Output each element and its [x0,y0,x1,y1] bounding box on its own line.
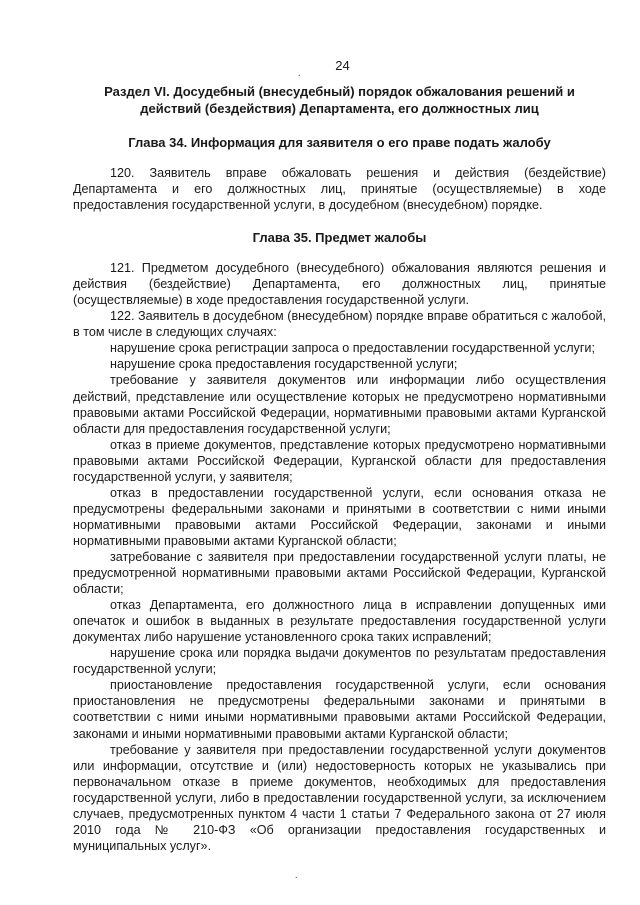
list-item: требование у заявителя документов или информации либо осуществления действий, представление или осуществление которых не предусмотрено нормативными правовыми актами Российской Федерации, нормативными правовыми актами Курганской области для предоставления государственной услуги; [73,373,606,436]
section-title: Раздел VI. Досудебный (внесудебный) порядок обжалования решений и действий (бездействия) Департамента, его должностных лиц [104,84,575,116]
paragraph-120: 120. Заявитель вправе обжаловать решения и действия (бездействие) Департамента и его должностных лиц, принятые (осуществляемые) в ходе предоставления государственной услуги, в досудебном (внесудебном) порядке. [73,166,606,213]
spacer [73,213,606,229]
scan-speck: . [295,870,298,881]
chapter-35-title: Глава 35. Предмет жалобы [252,230,427,246]
page-number: 24 [335,58,350,73]
list-item: нарушение срока предоставления государственной услуги; [110,357,458,372]
list-item: нарушение срока или порядка выдачи документов по результатам предоставления государственной услуги; [73,646,606,677]
list-item: отказ в предоставлении государственной услуги, если основания отказа не предусмотрены федеральными законами и принятыми в соответствии с ними иными нормативными правовыми актами Российской Федерации, законами и иными нормативными правовыми актами Курганской области; [73,485,606,548]
paragraph-121: 121. Предметом досудебного (внесудебного) обжалования являются решения и действия (бездействие) Департамента, его должностных лиц, принятые (осуществляемые) в ходе предоставления государственной услуги. [73,261,606,308]
list-item: затребование с заявителя при предоставлении государственной услуги платы, не предусмотренной нормативными правовыми актами Российской Федерации, Курганской области; [73,549,606,597]
paragraph-122: 122. Заявитель в досудебном (внесудебном) порядке вправе обратиться с жалобой, в том числе в следующих случаях: [73,309,606,340]
list-item: требование у заявителя при предоставлении государственной услуги документов или информации, отсутствие и (или) недостоверность которых не указывались при первоначальном отказе в приеме документов, необходимых для предоставления государственной услуги, либо в предоставлении государственной услуги, за исключением случаев, предусмотренных пунктом 4 части 1 статьи 7 Федерального закона от 27 июля 2010 года № 210-ФЗ «Об организации предоставления государственных и муниципальных услуг». [73,742,606,853]
chapter-34-title: Глава 34. Информация для заявителя о его праве подать жалобу [128,135,551,150]
list-item: отказ в приеме документов, представление которых предусмотрено нормативными правовыми актами Российской Федерации, Курганской области для предоставления государственной услуги, у заявителя; [73,437,606,484]
list-item: нарушение срока регистрации запроса о предоставлении государственной услуги; [110,341,595,356]
scan-speck: . [298,68,301,79]
list-item: приостановление предоставления государственной услуги, если основания приостановления не предусмотрены федеральными законами и принятыми в соответствии с ними иными нормативными правовыми актами Российской Федерации, законами и иными нормативными правовыми актами Курганской области; [73,678,606,741]
list-item: отказ Департамента, его должностного лица в исправлении допущенных ими опечаток и ошибок в выданных в результате предоставления государственной услуги документах либо нарушение установленного срока таких исправлений; [73,598,606,645]
